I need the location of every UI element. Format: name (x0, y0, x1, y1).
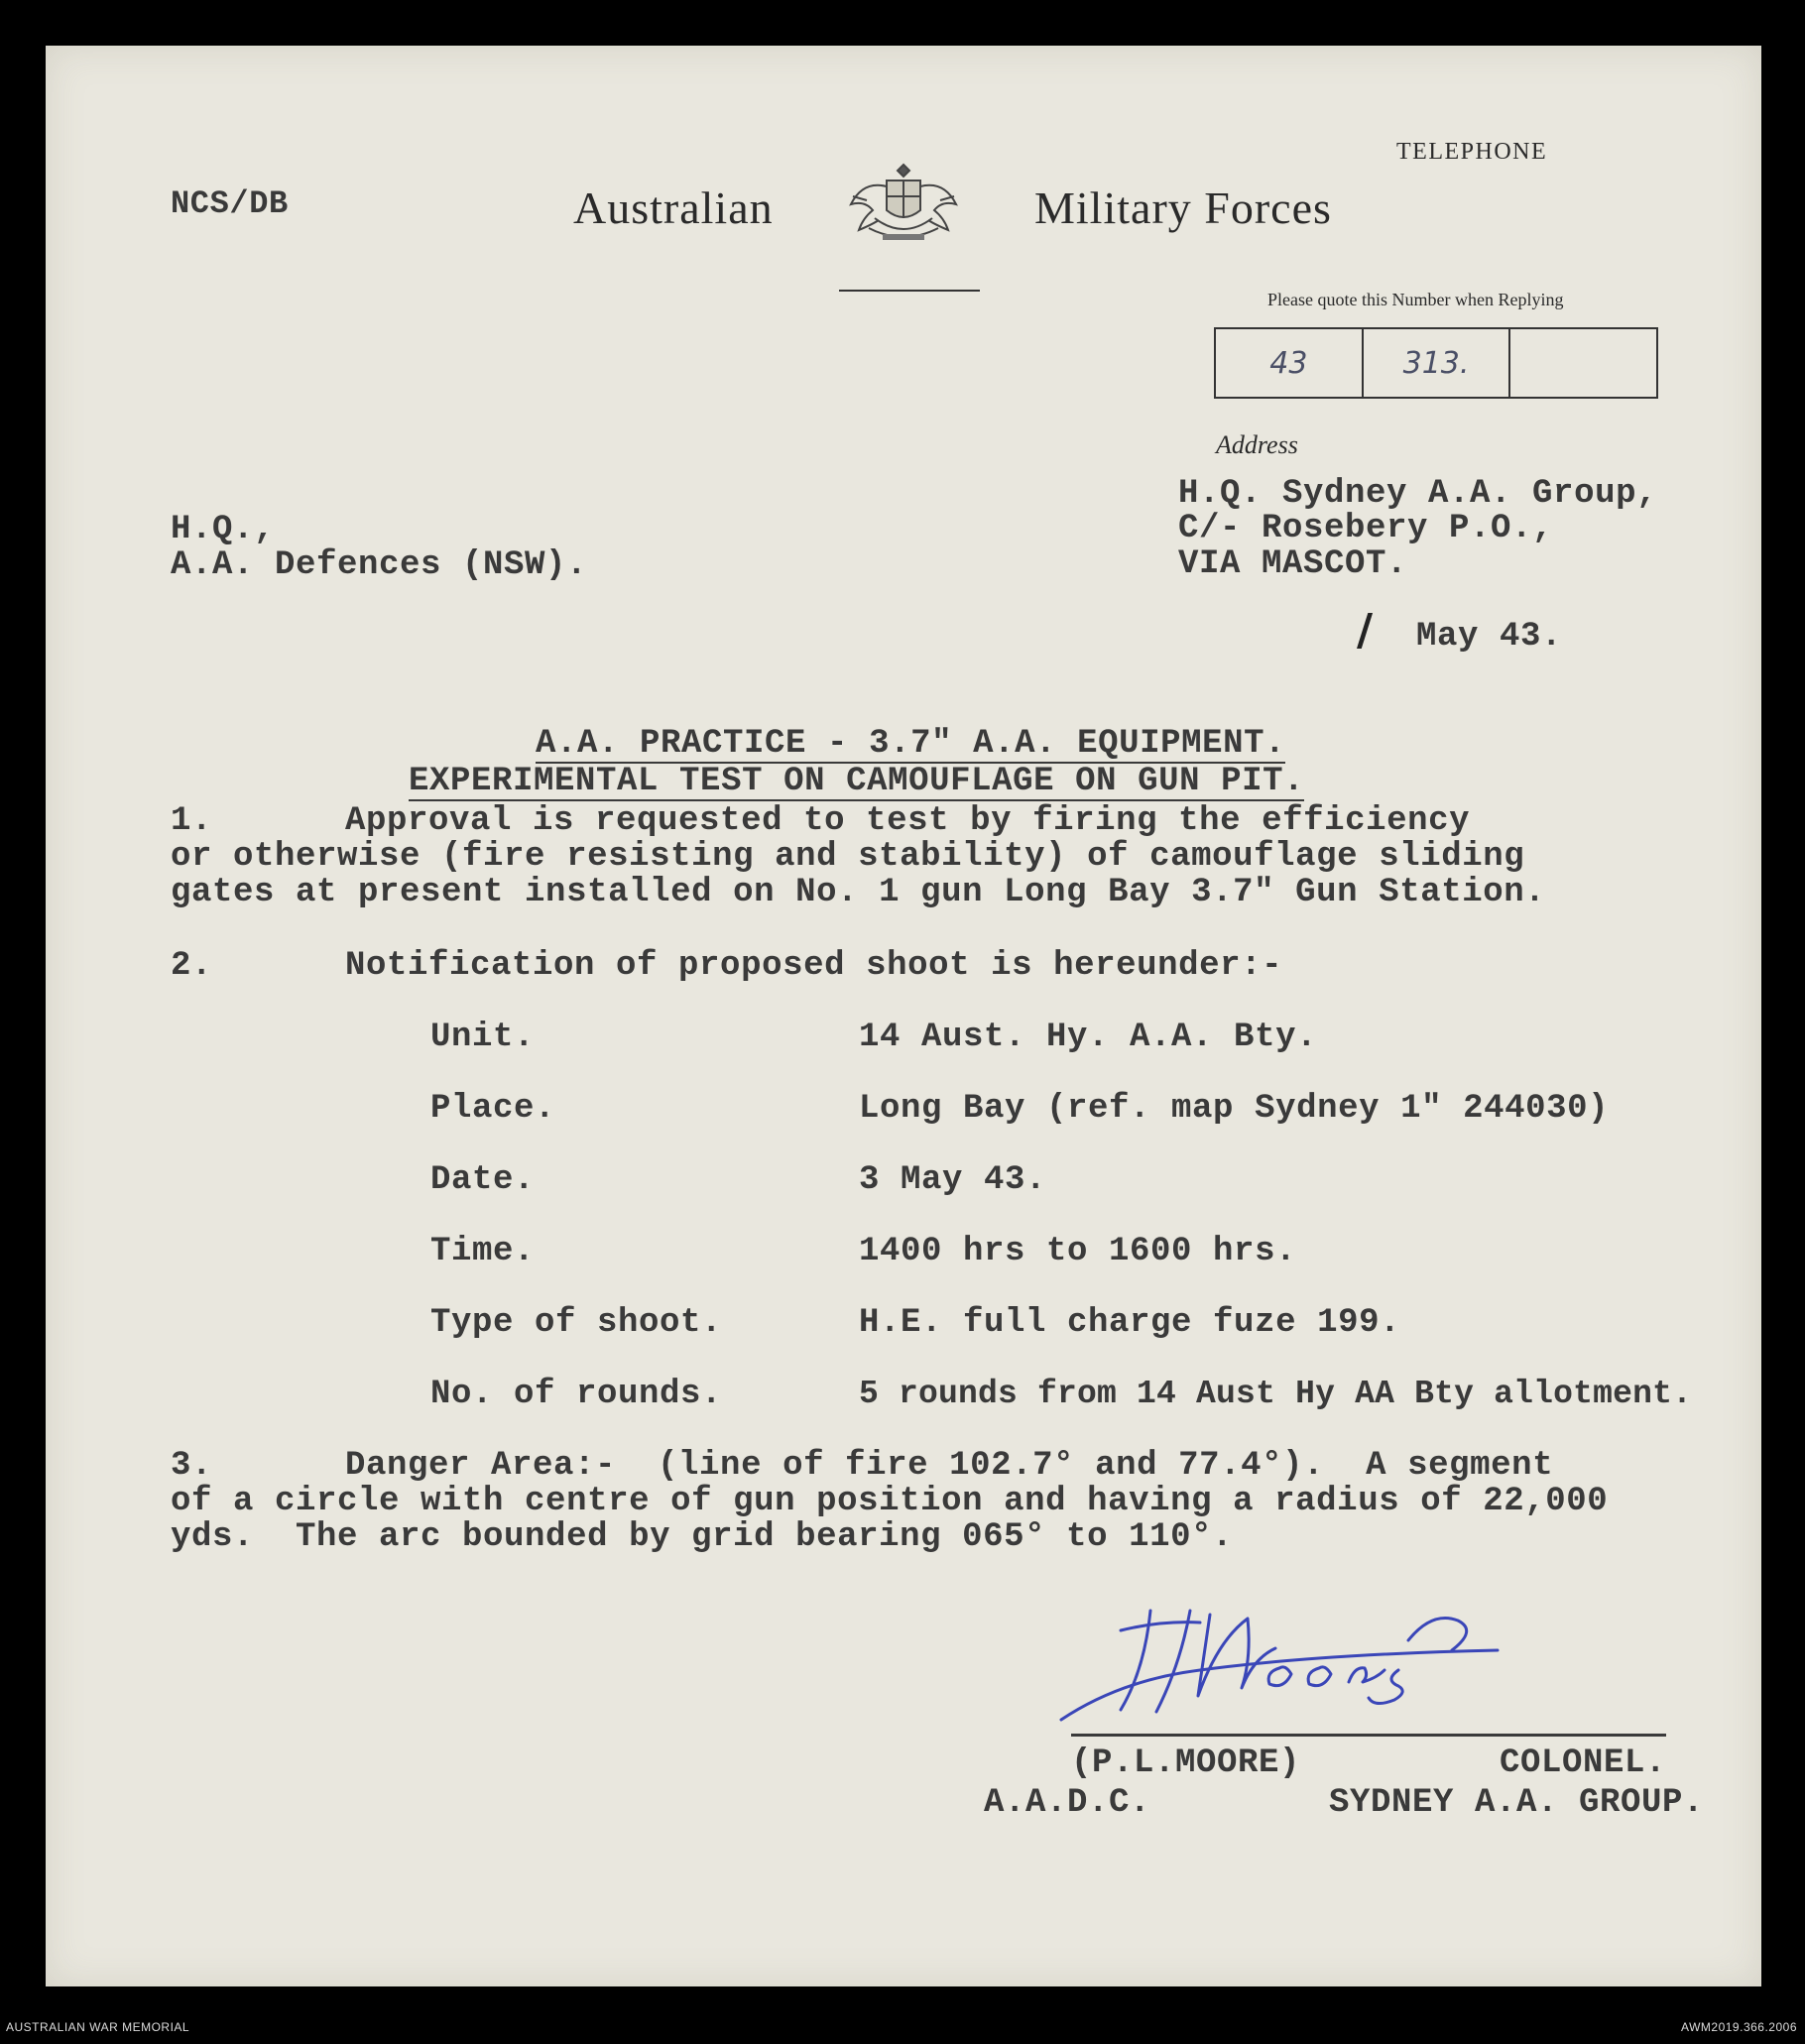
reference-code: NCS/DB (171, 185, 289, 222)
paragraph-line: gates at present installed on No. 1 gun Long Bay 3.7" Gun Station. (171, 874, 1546, 911)
detail-value: 5 rounds from 14 Aust Hy AA Bty allotment. (859, 1376, 1693, 1412)
archive-id: AWM2019.366.2006 (1681, 2020, 1797, 2034)
coat-of-arms-icon (845, 157, 962, 248)
subject-line-text: EXPERIMENTAL TEST ON CAMOUFLAGE ON GUN PIT. (409, 763, 1305, 800)
recipient-line: H.Q., (171, 511, 276, 548)
paragraph-line: of a circle with centre of gun position and having a radius of 22,000 (171, 1483, 1609, 1520)
quote-note: Please quote this Number when Replying (1267, 290, 1564, 309)
subject-line (367, 725, 1305, 801)
paragraph-number: 3. (171, 1447, 213, 1485)
signatory-rank: COLONEL. (1500, 1744, 1667, 1782)
signature-rule (1071, 1734, 1666, 1737)
org-name-right: Military Forces (1034, 182, 1332, 233)
signatory-name: (P.L.MOORE) (1071, 1744, 1301, 1782)
detail-value: 14 Aust. Hy. A.A. Bty. (859, 1019, 1318, 1056)
sender-address-line: VIA MASCOT. (1178, 545, 1408, 583)
handwritten-signature (1051, 1591, 1547, 1740)
paragraph-line: Approval is requested to test by firing the efficiency (345, 802, 1471, 840)
detail-value: Long Bay (ref. map Sydney 1" 244030) (859, 1090, 1610, 1128)
paragraph-number: 1. (171, 802, 213, 840)
address-label: Address (1216, 430, 1298, 459)
detail-label: Unit. (430, 1019, 536, 1056)
letter-date: May 43. (1416, 618, 1563, 656)
recipient-line: A.A. Defences (NSW). (171, 546, 588, 584)
detail-value: H.E. full charge fuze 199. (859, 1304, 1401, 1342)
paragraph-line: yds. The arc bounded by grid bearing 065° to 110°. (171, 1518, 1234, 1556)
sender-address-line: H.Q. Sydney A.A. Group, (1178, 475, 1658, 513)
detail-value: 3 May 43. (859, 1161, 1047, 1199)
telephone-label: TELEPHONE (1396, 139, 1548, 165)
paragraph-number: 2. (171, 947, 213, 985)
detail-label: Place. (430, 1090, 556, 1128)
org-name-left: Australian (573, 182, 774, 233)
reference-number-box (1214, 327, 1658, 399)
paragraph-line: or otherwise (fire resisting and stability) of camouflage sliding (171, 838, 1525, 876)
sender-address-line: C/- Rosebery P.O., (1178, 510, 1554, 547)
paragraph-line: Danger Area:- (line of fire 102.7° and 77.4°). A segment (345, 1447, 1554, 1485)
detail-label: Type of shoot. (430, 1304, 723, 1342)
ref-number-cell: 313. (1364, 329, 1511, 397)
paragraph-line: Notification of proposed shoot is hereunder:- (345, 947, 1283, 985)
subject-line-text: A.A. PRACTICE - 3.7" A.A. EQUIPMENT. (536, 725, 1286, 763)
ref-number-cell (1510, 329, 1656, 397)
detail-value: 1400 hrs to 1600 hrs. (859, 1233, 1297, 1270)
signatory-position: A.A.D.C. (984, 1784, 1151, 1822)
archive-credit: AUSTRALIAN WAR MEMORIAL (6, 2020, 190, 2034)
detail-label: No. of rounds. (430, 1376, 723, 1413)
date-day-handwritten: / (1357, 605, 1374, 656)
detail-label: Time. (430, 1233, 536, 1270)
detail-label: Date. (430, 1161, 536, 1199)
signatory-unit: SYDNEY A.A. GROUP. (1329, 1784, 1705, 1822)
ref-number-cell: 43 (1216, 329, 1364, 397)
header-divider (839, 290, 980, 292)
